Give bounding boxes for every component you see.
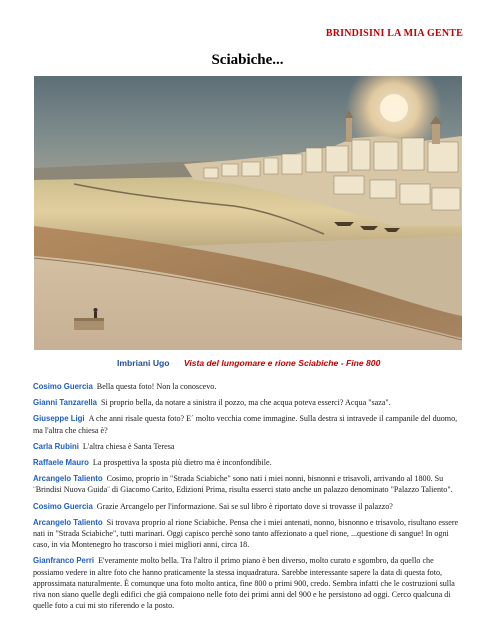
comment-text: E'veramente molto bella. Tra l'altro il primo piano è ben diverso, molto curato e sgombro, da quello che possiamo vedere in altre foto che hanno praticamente la stessa inquadratura. Sarebbe interessante sapere la data di questa foto, approssimata naturalmente. È comunque una foto molto antica, fine 800 o primi 900, credo. Sembra infatti che le costruzioni sulla riva non siano quelle degli edifici che già compaiono nelle foto dei primi anni del 900 e he persistono ad oggi. Cerco qualcuna di quelle foto a cui mi sto riferendo e la posto. — [33, 556, 455, 611]
comment — [33, 413, 465, 435]
comment — [33, 441, 465, 452]
comment-text: Cosimo, proprio in "Strada Sciabiche" sono nati i miei nonni, bisnonni e trisavoli, arrivando al 1800. Su ¨Brindisi Nuova Guida¨ di Giacomo Carito, Edizioni Prima, risulta esserci stato anche un palazzo denominato "Palazzo Taliento". — [33, 474, 453, 495]
caption-author: Imbriani Ugo — [117, 358, 170, 368]
comment — [33, 457, 465, 468]
comment — [33, 501, 465, 512]
comment-author: Gianfranco Perri — [33, 556, 95, 566]
caption-text: Vista del lungomare e rione Sciabiche - Fine 800 — [183, 358, 381, 368]
comment-author: Cosimo Guercia — [33, 501, 93, 511]
comment — [33, 473, 465, 495]
comments-list — [33, 381, 465, 616]
comment-author: Gianni Tanzarella — [33, 398, 97, 408]
comment-author: Cosimo Guercia — [33, 382, 93, 391]
comment-text: Si trovava proprio al rione Sciabiche. Pensa che i miei antenati, nonno, bisnonno e trisavolo, risultano essere nati in "Strada Sciabiche", tutti marinari. Oggi capisco perchè sono tanto affezionato a quel rione, ...questione di sangue! In ogni caso, in via Montenegro ho trascorso i miei migliori anni, circa 18. — [33, 517, 459, 550]
photo-caption — [117, 358, 380, 368]
section-header: BRINDISINI LA MIA GENTE — [325, 28, 463, 39]
comment-author: Carla Rubini — [33, 441, 79, 451]
comment-text: Si proprio bella, da notare a sinistra il pozzo, ma che acqua poteva esserci? Acqua "saza". — [100, 398, 391, 408]
comment-text: La prospettiva la sposta più dietro ma è inconfondibile. — [92, 458, 272, 468]
historic-photo — [34, 76, 462, 350]
comment — [33, 381, 465, 392]
comment-text: Grazie Arcangelo per l'informazione. Sai se sul libro è riportato dove si trovasse il palazzo? — [96, 501, 393, 511]
comment-author: Raffaele Mauro — [33, 458, 89, 468]
comment-author: Arcangelo Taliento — [33, 517, 103, 527]
comment-text: Bella questa foto! Non la conoscevo. — [96, 382, 217, 391]
comment-text: L'altra chiesa è Santa Teresa — [82, 441, 175, 451]
comment — [33, 517, 465, 551]
page-title: Sciabiche... — [211, 52, 284, 68]
comment — [33, 397, 465, 408]
comment-author: Giuseppe Ligi — [33, 414, 85, 424]
comment — [33, 555, 465, 611]
comment-text: A che anni risale questa foto? E´ molto vecchia come immagine. Sulla destra si intravede il campanile del duomo, ma l'altra che chiesa è? — [33, 414, 458, 435]
comment-author: Arcangelo Taliento — [33, 474, 103, 484]
